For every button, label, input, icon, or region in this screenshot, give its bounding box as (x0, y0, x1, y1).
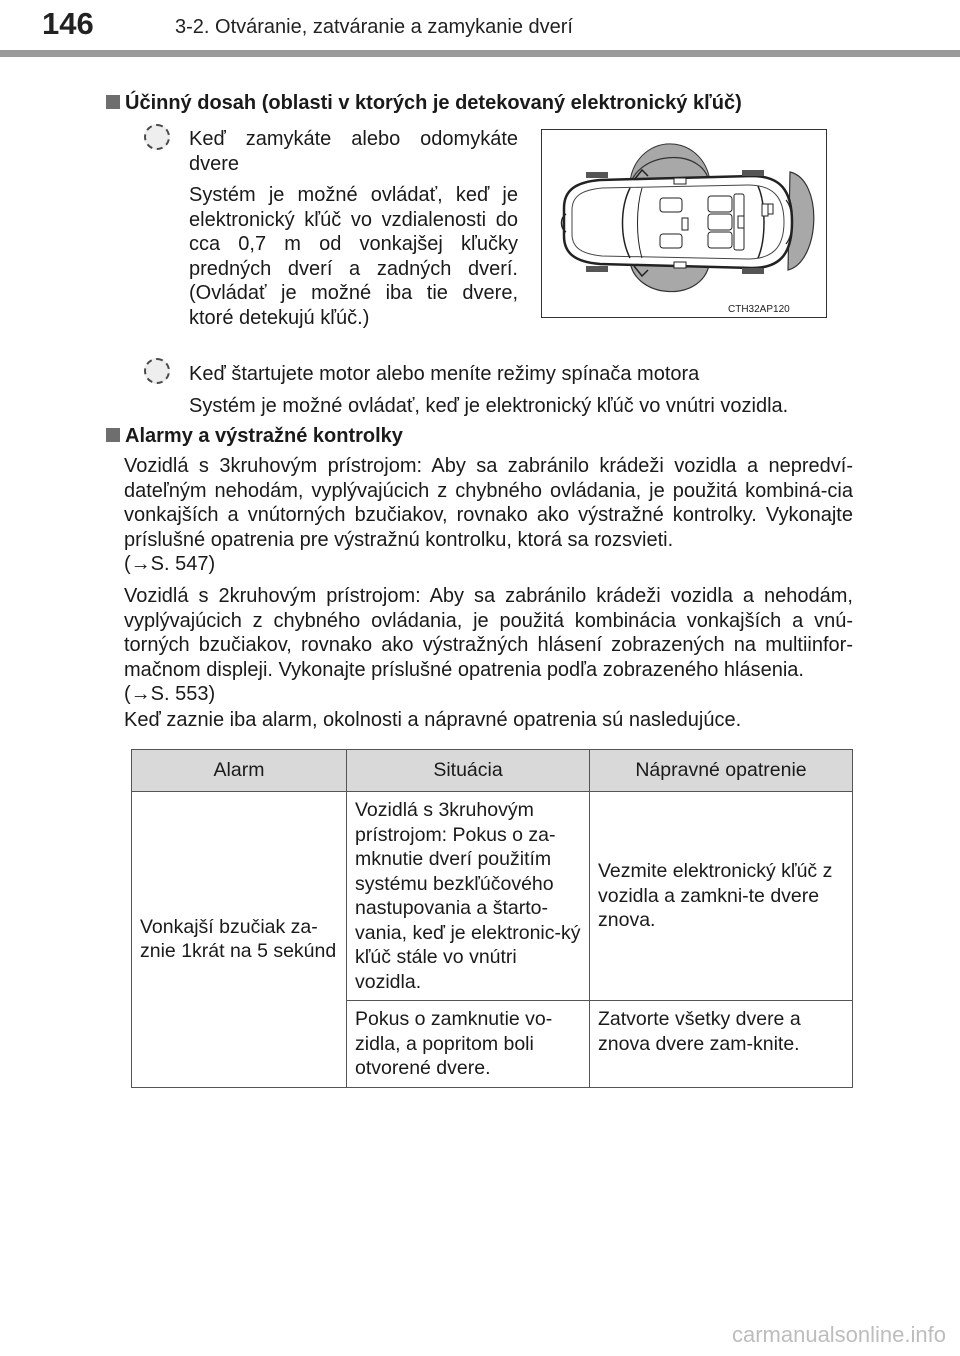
paragraph-2ring (124, 584, 853, 707)
situation-cell: Vozidlá s 3kruhovým prístrojom: Pokus o za-mknutie dverí použitím systému bezkľúčového nastupovania a štarto-vania, keď je elektronic-ký kľúč stále vo vnútri vozidla. (347, 792, 590, 1001)
square-bullet-icon (106, 428, 120, 442)
section-title: Účinný dosah (oblasti v ktorých je detekovaný elektronický kľúč) (125, 92, 742, 114)
action-cell: Zatvorte všetky dvere a znova dvere zam-knite. (590, 1001, 853, 1088)
figure-code: CTH32AP120 (728, 304, 790, 315)
column-header-alarm: Alarm (132, 750, 347, 792)
chapter-title: 3-2. Otváranie, zatváranie a zamykanie dverí (175, 16, 573, 38)
detection-range-figure (541, 129, 827, 318)
section-heading-range (106, 92, 742, 115)
action-cell: Vezmite elektronický kľúč z vozidla a zamkni-te dvere znova. (590, 792, 853, 1001)
paragraph-3ring (124, 454, 853, 577)
column-header-situation: Situácia (347, 750, 590, 792)
paragraph-text: Vozidlá s 2kruhovým prístrojom: Aby sa zabránilo krádeži vozidla a nehodám, vyplývajúcich z chybného ovládania, je použitá kombinácia vonkajších a vnú-torných bzučiakov, rovnako ako výstražných hlásení zobrazených na multiinfor-mačnom displeji. Vykonajte príslušné opatrenia podľa zobrazeného hlásenia. (124, 585, 853, 681)
paragraph-text: Vozidlá s 3kruhovým prístrojom: Aby sa zabránilo krádeži vozidla a nepredví-dateľným nehodám, vyplývajúcich z chybného ovládania, je použitá kombiná-cia vonkajších a vnútorných bzučiakov, rovnako ako výstražné kontrolky. Vykonajte príslušné opatrenia pre výstražnú kontrolku, ktorá sa rozsvieti. (124, 455, 853, 551)
column-header-action: Nápravné opatrenie (590, 750, 853, 792)
page-reference-link[interactable]: (→S. 553) (124, 683, 216, 705)
situation-cell: Pokus o zamknutie vo-zidla, a popritom boli otvorené dvere. (347, 1001, 590, 1088)
car-topview-diagram (542, 130, 826, 317)
item-title-engine: Keď štartujete motor alebo meníte režimy spínača motora (189, 363, 700, 385)
dashed-circle-icon (144, 124, 170, 150)
page-number: 146 (42, 6, 94, 41)
item-body-locking: Systém je možné ovládať, keď je elektronický kľúč vo vzdialenosti do cca 0,7 m od vonkajšej kľučky predných dverí a zadných dverí. (Ovládať je možné iba tie dvere, ktoré detekujú kľúč.) (189, 184, 518, 329)
table-row (132, 792, 853, 1001)
item-body-engine: Systém je možné ovládať, keď je elektronický kľúč vo vnútri vozidla. (189, 395, 789, 417)
page-reference-link[interactable]: (→S. 547) (124, 553, 216, 575)
header-rule (0, 50, 960, 57)
car-body (564, 176, 792, 268)
section-heading-alarms (106, 425, 403, 448)
alarm-cell: Vonkajší bzučiak za-znie 1krát na 5 sekúnd (132, 792, 347, 1088)
item-title-locking: Keď zamykáte alebo odomykáte dvere (189, 128, 518, 175)
section-title: Alarmy a výstražné kontrolky (125, 425, 403, 447)
square-bullet-icon (106, 95, 120, 109)
table-header-row (132, 750, 853, 792)
paragraph-alarm-intro: Keď zaznie iba alarm, okolnosti a nápravné opatrenia sú nasledujúce. (124, 709, 742, 731)
alarm-table (131, 749, 853, 1088)
dashed-circle-icon (144, 358, 170, 384)
watermark: carmanualsonline.info (731, 1322, 946, 1347)
